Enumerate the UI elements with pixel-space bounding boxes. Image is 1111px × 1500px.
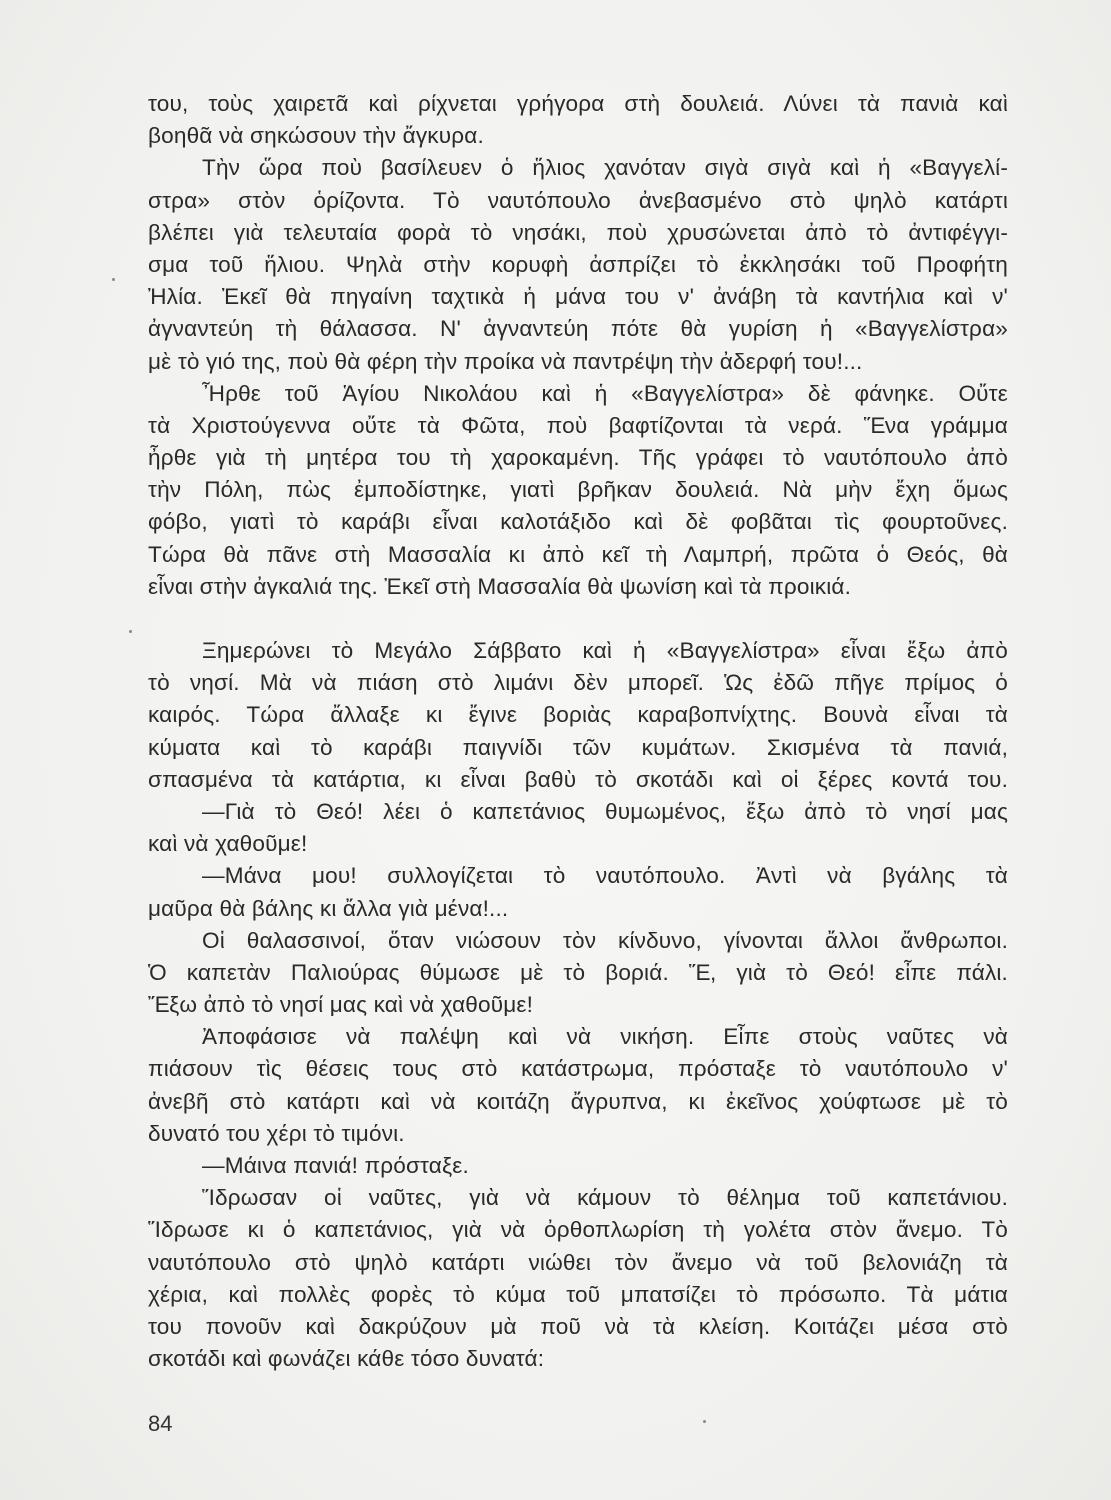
text-line: βοηθᾶ νὰ σηκώσουν τὴν ἄγκυρα. xyxy=(148,123,484,149)
paper-speck xyxy=(112,278,115,281)
text-line: ἀνεβῆ στὸ κατάρτι καὶ νὰ κοιτάζη ἄγρυπνα, κι ἐκεῖνος χούφτωσε μὲ τὸ xyxy=(148,1088,1008,1114)
text-line: Τὴν ὥρα ποὺ βασίλευεν ὁ ἥλιος χανόταν σιγὰ σιγὰ καὶ ἡ «Βαγγελί- xyxy=(202,155,1008,181)
text-line: κύματα καὶ τὸ καράβι παιγνίδι τῶν κυμάτων. Σκισμένα τὰ πανιά, xyxy=(148,734,1008,760)
text-line: δυνατό του χέρι τὸ τιμόνι. xyxy=(148,1120,405,1146)
text-line: σπασμένα τὰ κατάρτια, κι εἶναι βαθὺ τὸ σκοτάδι καὶ οἱ ξέρες κοντά του. xyxy=(148,766,1008,792)
text-line: Τώρα θὰ πᾶνε στὴ Μασσαλία κι ἀπὸ κεῖ τὴ Λαμπρή, πρῶτα ὁ Θεός, θὰ xyxy=(148,541,1008,567)
text-line: πιάσουν τὶς θέσεις τους στὸ κατάστρωμα, πρόσταξε τὸ ναυτόπουλο ν' xyxy=(148,1056,1008,1082)
text-line: Ἔξω ἀπὸ τὸ νησί μας καὶ νὰ χαθοῦμε! xyxy=(148,992,534,1018)
text-line: στρα» στὸν ὁρίζοντα. Τὸ ναυτόπουλο ἀνεβασμένο στὸ ψηλὸ κατάρτι xyxy=(148,187,1008,213)
text-line: βλέπει γιὰ τελευταία φορὰ τὸ νησάκι, ποὺ χρυσώνεται ἀπὸ τὸ ἀντιφέγγι- xyxy=(148,219,1008,245)
text-line: Ἵδρωσαν οἱ ναῦτες, γιὰ νὰ κάμουν τὸ θέλημα τοῦ καπετάνιου. xyxy=(202,1185,1008,1211)
text-line: Ἵδρωσε κι ὁ καπετάνιος, γιὰ νὰ ὀρθοπλωρίση τὴ γολέτα στὸν ἄνεμο. Τὸ xyxy=(148,1217,1008,1243)
text-line: ἀγναντεύη τὴ θάλασσα. Ν' ἀγναντεύη πότε θὰ γυρίση ἡ «Βαγγελίστρα» xyxy=(148,316,1008,342)
text-line: Ὁ καπετὰν Παλιούρας θύμωσε μὲ τὸ βοριά. Ἕ, γιὰ τὸ Θεό! εἶπε πάλι. xyxy=(148,959,1008,985)
text-line: Οἱ θαλασσινοί, ὅταν νιώσουν τὸν κίνδυνο, γίνονται ἄλλοι ἄνθρωποι. xyxy=(202,927,1008,953)
paper-speck xyxy=(129,630,132,633)
text-line: Ξημερώνει τὸ Μεγάλο Σάββατο καὶ ἡ «Βαγγελίστρα» εἶναι ἔξω ἀπὸ xyxy=(202,638,1008,663)
text-line: —Μάνα μου! συλλογίζεται τὸ ναυτόπουλο. Ἀντὶ νὰ βγάλης τὰ xyxy=(202,863,1008,889)
text-line: Ἠλία. Ἐκεῖ θὰ πηγαίνη ταχτικὰ ἡ μάνα του ν' ἀνάβη τὰ καντήλια καὶ ν' xyxy=(148,284,1008,310)
text-line: Ἦρθε τοῦ Ἁγίου Νικολάου καὶ ἡ «Βαγγελίστρα» δὲ φάνηκε. Οὔτε xyxy=(202,380,1008,406)
text-line: εἶναι στὴν ἀγκαλιά της. Ἐκεῖ στὴ Μασσαλία θὰ ψωνίση καὶ τὰ προικιά. xyxy=(148,573,852,599)
text-line: καὶ νὰ χαθοῦμε! xyxy=(148,831,308,857)
text-line: ἦρθε γιὰ τὴ μητέρα του τὴ χαροκαμένη. Τῆς γράφει τὸ ναυτόπουλο ἀπὸ xyxy=(148,445,1008,471)
text-line: φόβο, γιατὶ τὸ καράβι εἶναι καλοτάξιδο καὶ δὲ φοβᾶται τὶς φουρτοῦνες. xyxy=(148,509,1008,535)
text-line: χέρια, καὶ πολλὲς φορὲς τὸ κύμα τοῦ μπατσίζει τὸ πρόσωπο. Τὰ μάτια xyxy=(148,1281,1008,1307)
text-line: του, τοὺς χαιρετᾶ καὶ ρίχνεται γρήγορα στὴ δουλειά. Λύνει τὰ πανιὰ καὶ xyxy=(148,91,1008,116)
text-line: μαῦρα θὰ βάλης κι ἄλλα γιὰ μένα!... xyxy=(148,895,509,921)
text-line: —Μάινα πανιά! πρόσταξε. xyxy=(202,1153,469,1178)
text-line: τὰ Χριστούγεννα οὔτε τὰ Φῶτα, ποὺ βαφτίζονται τὰ νερά. Ἕνα γράμμα xyxy=(148,412,1008,438)
section-break xyxy=(148,603,1008,635)
text-line: μὲ τὸ γιό της, ποὺ θὰ φέρη τὴν προίκα νὰ παντρέψη τὴν ἀδερφή του!... xyxy=(148,348,863,374)
paper-speck xyxy=(703,1420,706,1423)
text-line: σμα τοῦ ἥλιου. Ψηλὰ στὴν κορυφὴ ἀσπρίζει τὸ ἐκκλησάκι τοῦ Προφήτη xyxy=(148,251,1008,277)
text-line: —Γιὰ τὸ Θεό! λέει ὁ καπετάνιος θυμωμένος, ἔξω ἀπὸ τὸ νησί μας xyxy=(202,798,1008,824)
body-text xyxy=(148,88,1008,1375)
text-line: ναυτόπουλο στὸ ψηλὸ κατάρτι νιώθει τὸν ἄνεμο νὰ τοῦ βελονιάζη τὰ xyxy=(148,1249,1008,1275)
text-line: του πονοῦν καὶ δακρύζουν μὰ ποῦ νὰ τὰ κλείση. Κοιτάζει μέσα στὸ xyxy=(148,1313,1008,1339)
text-line: Ἀποφάσισε νὰ παλέψη καὶ νὰ νικήση. Εἶπε στοὺς ναῦτες νὰ xyxy=(202,1024,1008,1050)
text-line: τὸ νησί. Μὰ νὰ πιάση στὸ λιμάνι δὲν μπορεῖ. Ὡς ἐδῶ πῆγε πρίμος ὁ xyxy=(148,670,1008,696)
text-line: τὴν Πόλη, πὼς ἐμποδίστηκε, γιατὶ βρῆκαν δουλειά. Νὰ μὴν ἔχη ὅμως xyxy=(148,477,1008,503)
text-line: σκοτάδι καὶ φωνάζει κάθε τόσο δυνατά: xyxy=(148,1346,545,1372)
page-number: 84 xyxy=(148,1411,173,1436)
text-line: καιρός. Τώρα ἄλλαξε κι ἔγινε βοριὰς καραβοπνίχτης. Βουνὰ εἶναι τὰ xyxy=(148,702,1008,728)
